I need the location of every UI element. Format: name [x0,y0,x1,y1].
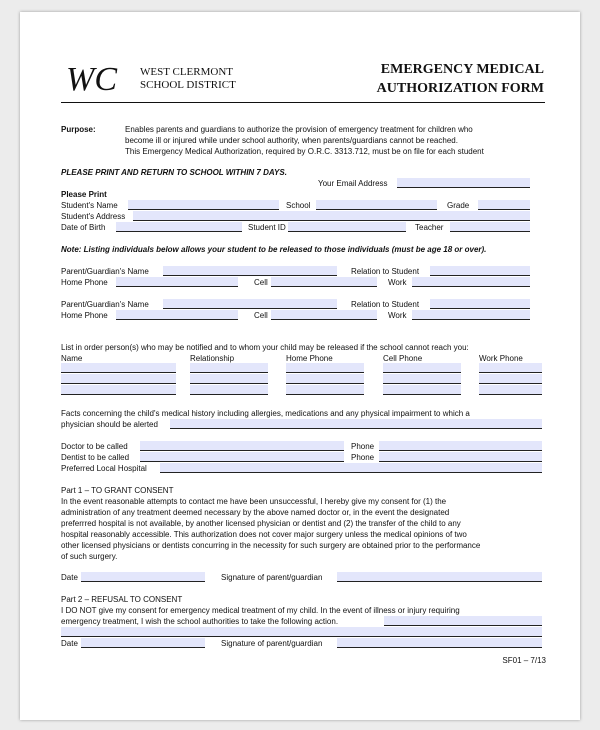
student-name-field[interactable] [128,200,279,210]
guardian1-home-field[interactable] [116,277,238,287]
guardian1-name-field[interactable] [163,266,337,276]
contact-home-phone-field[interactable] [286,385,364,395]
part1-text: preferrred hospital is not available, by another licensed physician or dentist and (2) the transfer of the child to any [61,519,461,528]
doctor-field[interactable] [140,441,344,451]
part1-signature-field[interactable] [337,572,542,582]
guardian1-cell-field[interactable] [271,277,377,287]
dentist-field[interactable] [140,452,344,462]
org-name-line2: SCHOOL DISTRICT [140,79,236,91]
contact-relationship-field[interactable] [190,363,268,373]
contact-name-field[interactable] [61,385,176,395]
email-field[interactable] [397,178,530,188]
part2-date-field[interactable] [81,638,205,648]
instructions-text: PLEASE PRINT AND RETURN TO SCHOOL WITHIN 7 DAYS. [61,168,287,177]
part2-heading: Part 2 – REFUSAL TO CONSENT [61,595,183,604]
teacher-label: Teacher [415,223,444,232]
guardian1-relation-field[interactable] [430,266,530,276]
district-logo [64,58,124,102]
guardian2-work-field[interactable] [412,310,530,320]
guardian2-cell-label: Cell [254,311,268,320]
part2-text: I DO NOT give my consent for emergency medical treatment of my child. In the event of illness or injury requiring [61,606,460,615]
doctor-label: Doctor to be called [61,442,128,451]
part1-text: of such surgery. [61,552,118,561]
part1-signature-label: Signature of parent/guardian [221,573,323,582]
teacher-field[interactable] [450,222,530,232]
dentist-label: Dentist to be called [61,453,130,462]
guardian2-work-label: Work [388,311,407,320]
contact-relationship-field[interactable] [190,374,268,384]
guardian1-work-label: Work [388,278,407,287]
part2-signature-field[interactable] [337,638,542,648]
guardian1-cell-label: Cell [254,278,268,287]
form-title-line1: EMERGENCY MEDICAL [380,62,544,77]
student-name-label: Student's Name [61,201,118,210]
part1-date-field[interactable] [81,572,205,582]
medical-facts-label: Facts concerning the child's medical history including allergies, medications and any physical impairment to which a [61,409,470,418]
contact-cell-phone-field[interactable] [383,374,461,384]
contact-name-field[interactable] [61,374,176,384]
form-page [20,12,580,720]
column-header-relationship: Relationship [190,354,235,363]
svg-text:WC: WC [66,61,117,98]
guardian1-name-label: Parent/Guardian's Name [61,267,149,276]
contacts-intro: List in order person(s) who may be notified and to whom your child may be released if the school cannot reach you: [61,343,469,352]
part1-text: In the event reasonable attempts to contact me have been unsuccessful, I hereby give my consent for (1) the [61,497,447,506]
doctor-phone-label: Phone [351,442,375,451]
part1-text: administration of any treatment deemed necessary by the above named doctor or, in the event the designated [61,508,450,517]
part2-action-field[interactable] [384,616,542,626]
part2-signature-label: Signature of parent/guardian [221,639,323,648]
guardian2-relation-field[interactable] [430,299,530,309]
part2-date-label: Date [61,639,78,648]
school-field[interactable] [316,200,437,210]
please-print-label: Please Print [61,190,107,199]
purpose-line: Enables parents and guardians to authorize the provision of emergency treatment for children who [125,125,473,134]
guardian2-home-label: Home Phone [61,311,108,320]
medical-facts-label-2: physician should be alerted [61,420,158,429]
guardian2-home-field[interactable] [116,310,238,320]
release-note: Note: Listing individuals below allows your student to be released to those individuals (must be age 18 or over). [61,245,487,254]
part1-text: other licensed physicians or dentists concurring in the necessity for such surgery are obtained prior to the performance [61,541,481,550]
contact-home-phone-field[interactable] [286,363,364,373]
org-name-line1: WEST CLERMONT [140,66,233,78]
guardian2-name-field[interactable] [163,299,337,309]
part2-text: emergency treatment, I wish the school authorities to take the following action. [61,617,339,626]
header-rule [61,102,545,103]
hospital-label: Preferred Local Hospital [61,464,147,473]
column-header-home-phone: Home Phone [286,354,333,363]
medical-facts-field[interactable] [170,419,542,429]
guardian1-home-label: Home Phone [61,278,108,287]
contact-relationship-field[interactable] [190,385,268,395]
grade-field[interactable] [478,200,530,210]
column-header-work-phone: Work Phone [479,354,523,363]
part1-text: hospital reasonably accessible. This authorization does not cover major surgery unless the medical opinions of two [61,530,467,539]
doctor-phone-field[interactable] [379,441,542,451]
student-id-field[interactable] [288,222,406,232]
form-code: SF01 – 7/13 [502,656,546,665]
student-address-field[interactable] [133,211,530,221]
contact-work-phone-field[interactable] [479,374,542,384]
purpose-line: become ill or injured while under school authority, when parents/guardians cannot be reached. [125,136,458,145]
grade-label: Grade [447,201,470,210]
purpose-label: Purpose: [61,125,96,134]
dentist-phone-field[interactable] [379,452,542,462]
part1-date-label: Date [61,573,78,582]
school-label: School [286,201,311,210]
student-id-label: Student ID [248,223,286,232]
contact-work-phone-field[interactable] [479,363,542,373]
purpose-line: This Emergency Medical Authorization, required by O.R.C. 3313.712, must be on file for each student [125,147,484,156]
email-label: Your Email Address [318,179,388,188]
dob-label: Date of Birth [61,223,106,232]
guardian2-relation-label: Relation to Student [351,300,420,309]
guardian1-relation-label: Relation to Student [351,267,420,276]
column-header-name: Name [61,354,83,363]
dentist-phone-label: Phone [351,453,375,462]
dob-field[interactable] [116,222,242,232]
contact-cell-phone-field[interactable] [383,385,461,395]
column-header-cell-phone: Cell Phone [383,354,423,363]
contact-home-phone-field[interactable] [286,374,364,384]
part1-heading: Part 1 – TO GRANT CONSENT [61,486,174,495]
part2-action-field-2[interactable] [61,627,542,637]
guardian1-work-field[interactable] [412,277,530,287]
contact-name-field[interactable] [61,363,176,373]
hospital-field[interactable] [160,463,542,473]
contact-work-phone-field[interactable] [479,385,542,395]
guardian2-cell-field[interactable] [271,310,377,320]
student-address-label: Student's Address [61,212,126,221]
form-title-line2: AUTHORIZATION FORM [376,81,544,96]
contact-cell-phone-field[interactable] [383,363,461,373]
guardian2-name-label: Parent/Guardian's Name [61,300,149,309]
